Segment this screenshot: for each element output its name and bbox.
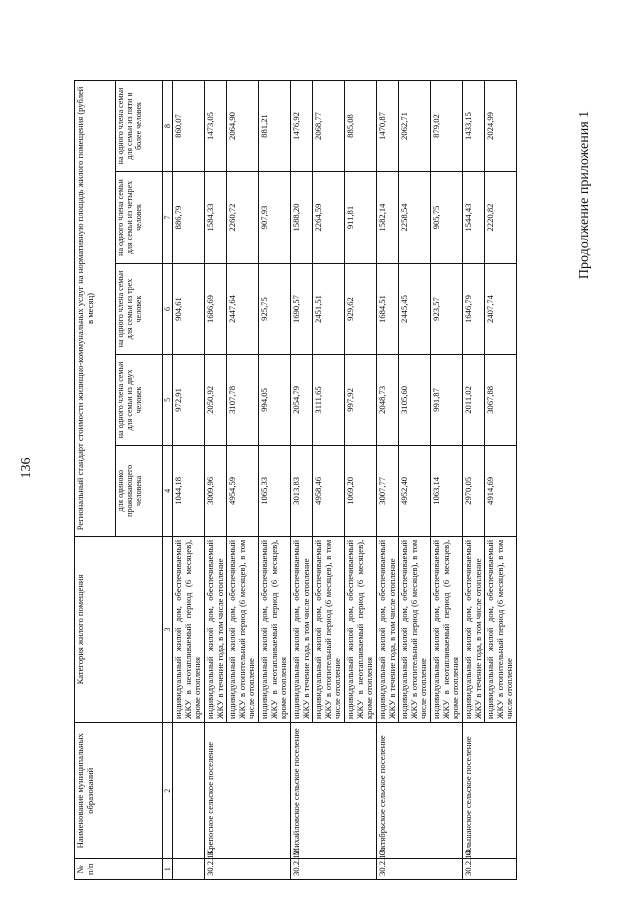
row-value: 3111,65 — [313, 354, 345, 445]
row-value: 885,08 — [345, 81, 377, 172]
row-category: индивидуальный жилой дом, обеспечиваемый ЖКУ в неотапливаемый период (6 месяцев), кроме отопления — [259, 536, 291, 722]
row-category: индивидуальный жилой дом, обеспечиваемый ЖКУ в неотапливаемый период (6 месяцев), кроме отопления — [431, 536, 463, 722]
row-value: 1433,15 — [462, 81, 484, 172]
row-value: 2445,45 — [399, 264, 431, 355]
row-value: 881,21 — [259, 81, 291, 172]
header-sub-1: для одиноко проживающего человека — [116, 445, 163, 536]
row-value: 2447,64 — [227, 264, 259, 355]
row-value: 879,02 — [431, 81, 463, 172]
row-value: 925,75 — [259, 264, 291, 355]
row-category: индивидуальный жилой дом, обеспечиваемый ЖКУ в течение года, в том числе отопление — [204, 536, 226, 722]
col-number: 4 — [163, 445, 173, 536]
row-value: 911,81 — [345, 172, 377, 264]
row-value: 2054,79 — [290, 354, 312, 445]
header-sub-5: на одного члена семьи для семьи из пяти и более человек — [116, 81, 163, 172]
row-value: 994,05 — [259, 354, 291, 445]
row-value: 1470,87 — [376, 81, 398, 172]
col-number: 8 — [163, 81, 173, 172]
row-value: 1044,18 — [173, 445, 205, 536]
row-category: индивидуальный жилой дом, обеспечиваемый ЖКУ в течение года, в том числе отопление — [462, 536, 484, 722]
header-sub-3: на одного члена семьи для семьи из трех человек — [116, 264, 163, 355]
table-row — [173, 81, 205, 880]
row-value: 2970,05 — [462, 445, 484, 536]
row-category: индивидуальный жилой дом, обеспечиваемый ЖКУ в отопительный период (6 месяцев), в том числе отопление — [227, 536, 259, 722]
row-value: 1065,33 — [259, 445, 291, 536]
row-value: 2258,54 — [399, 172, 431, 264]
row-category: индивидуальный жилой дом, обеспечиваемый ЖКУ в отопительный период (6 месяцев), в том числе отопление — [399, 536, 431, 722]
row-value: 2451,51 — [313, 264, 345, 355]
row-value: 860,07 — [173, 81, 205, 172]
row-municipality: Крепосное сельское поселение — [204, 723, 290, 859]
row-value: 1684,51 — [376, 264, 398, 355]
col-number: 3 — [163, 536, 173, 722]
row-value: 2048,73 — [376, 354, 398, 445]
row-value: 1582,14 — [376, 172, 398, 264]
header-number: № п/п — [75, 859, 163, 880]
table-row — [290, 81, 312, 880]
row-municipality — [173, 723, 205, 859]
row-value: 2260,72 — [227, 172, 259, 264]
row-category: индивидуальный жилой дом, обеспечиваемый ЖКУ в отопительный период (6 месяцев), в том числе отопление — [485, 536, 517, 722]
row-category: индивидуальный жилой дом, обеспечиваемый ЖКУ в отопительный период (6 месяцев), в том числе отопление — [313, 536, 345, 722]
row-value: 1584,33 — [204, 172, 226, 264]
row-value: 2062,71 — [399, 81, 431, 172]
header-category: Категория жилого помещения — [75, 536, 163, 722]
page-number: 136 — [19, 457, 34, 479]
table-row — [462, 81, 484, 880]
row-value: 2264,59 — [313, 172, 345, 264]
row-value: 1069,20 — [345, 445, 377, 536]
row-value: 1063,14 — [431, 445, 463, 536]
row-value: 3107,78 — [227, 354, 259, 445]
row-value: 3013,83 — [290, 445, 312, 536]
row-value: 3067,88 — [485, 354, 517, 445]
row-value: 2068,77 — [313, 81, 345, 172]
row-code: 30.2.14. — [462, 859, 516, 880]
row-value: 4954,59 — [227, 445, 259, 536]
col-number: 2 — [163, 723, 173, 859]
row-value: 997,92 — [345, 354, 377, 445]
row-value: 2407,74 — [485, 264, 517, 355]
col-number: 1 — [163, 859, 173, 880]
row-municipality: Ольшанское сельское поселение — [462, 723, 516, 859]
standard-cost-table — [74, 80, 517, 880]
row-value: 904,61 — [173, 264, 205, 355]
row-value: 2024,99 — [485, 81, 517, 172]
row-value: 1476,92 — [290, 81, 312, 172]
table-row — [376, 81, 398, 880]
row-value: 4958,46 — [313, 445, 345, 536]
row-value: 1588,20 — [290, 172, 312, 264]
row-value: 3007,77 — [376, 445, 398, 536]
header-standard: Региональный стандарт стоимости жилищно-коммунальных услуг на нормативную площадь жилого помещения (рублей в месяц) — [75, 81, 116, 537]
row-value: 923,57 — [431, 264, 463, 355]
row-value: 991,87 — [431, 354, 463, 445]
table-row — [204, 81, 226, 880]
row-value: 886,79 — [173, 172, 205, 264]
row-value: 1686,69 — [204, 264, 226, 355]
row-code: 30.2.12. — [290, 859, 376, 880]
rotated-table-container — [74, 80, 624, 880]
header-sub-4: на одного члена семьи для семьи из четырех человек — [116, 172, 163, 264]
row-value: 1690,57 — [290, 264, 312, 355]
row-value: 2011,02 — [462, 354, 484, 445]
row-value: 929,62 — [345, 264, 377, 355]
row-value: 2050,92 — [204, 354, 226, 445]
row-category: индивидуальный жилой дом, обеспечиваемый ЖКУ в неотапливаемый период (6 месяцев), кроме отопления — [173, 536, 205, 722]
row-code: 30.2.11. — [204, 859, 290, 880]
row-municipality: Октябрьское сельское поселение — [376, 723, 462, 859]
row-code: 30.2.13. — [376, 859, 462, 880]
row-value: 2064,90 — [227, 81, 259, 172]
continuation-label: Продолжение приложения 1 — [577, 110, 592, 280]
row-value: 4952,40 — [399, 445, 431, 536]
row-value: 1473,05 — [204, 81, 226, 172]
col-number: 7 — [163, 172, 173, 264]
row-municipality: Михайловское сельское поселение — [290, 723, 376, 859]
row-value: 1544,43 — [462, 172, 484, 264]
row-value: 972,91 — [173, 354, 205, 445]
row-value: 2220,82 — [485, 172, 517, 264]
row-category: индивидуальный жилой дом, обеспечиваемый ЖКУ в течение года, в том числе отопление — [290, 536, 312, 722]
row-category: индивидуальный жилой дом, обеспечиваемый ЖКУ в течение года, в том числе отопление — [376, 536, 398, 722]
row-value: 1646,79 — [462, 264, 484, 355]
row-value: 905,75 — [431, 172, 463, 264]
row-value: 4914,69 — [485, 445, 517, 536]
row-value: 3105,60 — [399, 354, 431, 445]
header-sub-2: на одного члена семьи для семьи из двух человек — [116, 354, 163, 445]
row-category: индивидуальный жилой дом, обеспечиваемый ЖКУ в неотапливаемый период (6 месяцев), кроме отопления — [345, 536, 377, 722]
row-code — [173, 859, 205, 880]
row-value: 907,93 — [259, 172, 291, 264]
row-value: 3009,96 — [204, 445, 226, 536]
col-number: 6 — [163, 264, 173, 355]
col-number: 5 — [163, 354, 173, 445]
header-municipality: Наименование муниципальных образований — [75, 723, 163, 859]
